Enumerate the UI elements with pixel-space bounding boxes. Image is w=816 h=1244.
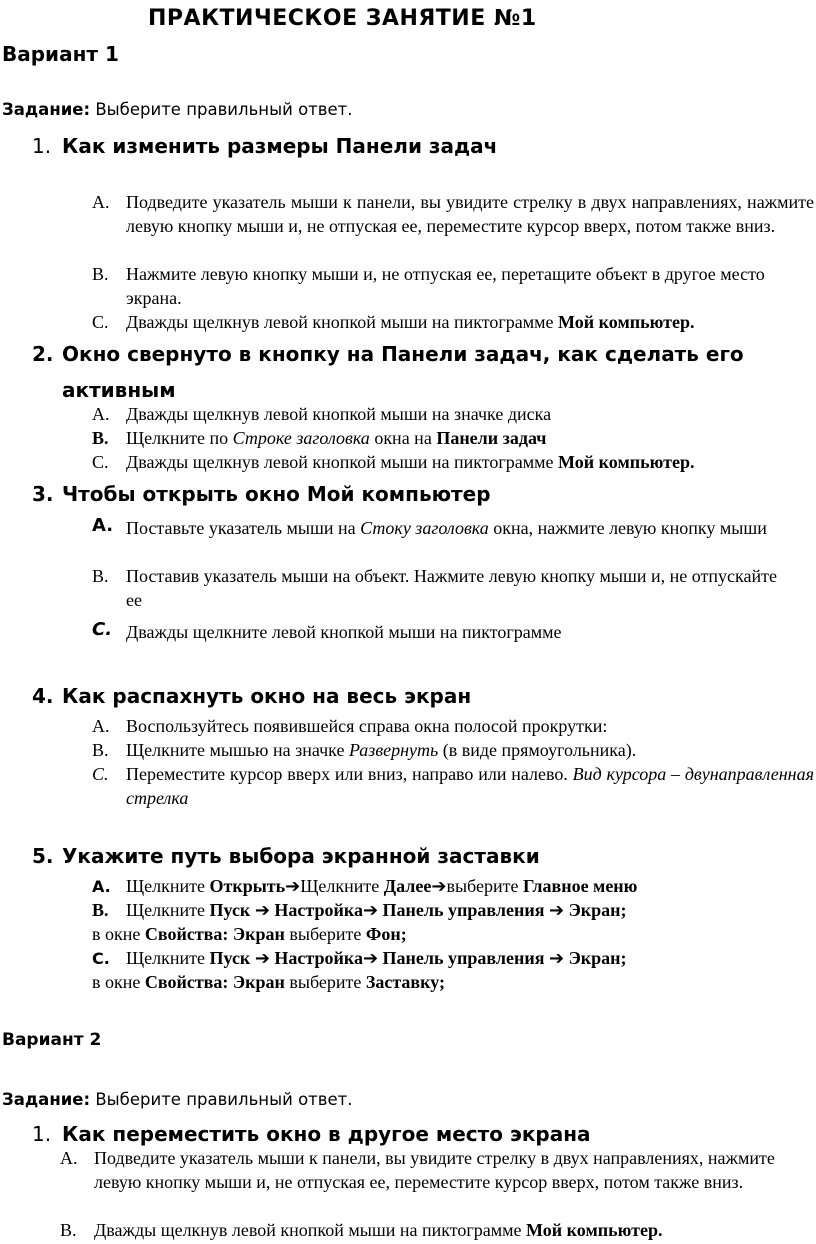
question-text: Чтобы открыть окно Мой компьютер (62, 482, 491, 506)
question-text: Укажите путь выбора экранной заставки (62, 844, 540, 868)
q1-answer-c: C. Дважды щелкнув левой кнопкой мыши на пиктограмме Мой компьютер. (92, 312, 695, 332)
q2-answer-c: C. Дважды щелкнув левой кнопкой мыши на пиктограмме Мой компьютер. (92, 452, 695, 472)
arrow-icon: ➔ (431, 876, 447, 897)
question-text: Как изменить размеры Панели задач (62, 134, 498, 158)
q3-answer-a: A. Поставьте указатель мыши на Стоку заголовка окна, нажмите левую кнопку мыши (92, 515, 767, 538)
question-number: 1. (32, 1122, 52, 1146)
arrow-icon: ➔ (285, 876, 301, 897)
task-text: Выберите правильный ответ. (90, 100, 353, 119)
task-text: Выберите правильный ответ. (90, 1090, 353, 1109)
question-1 (32, 128, 792, 164)
q5-answer-c-line2: в окне Свойства: Экран выберите Заставку; (92, 972, 446, 992)
v2-q1-answer-a: A. Подведите указатель мыши к панели, вы увидите стрелку в двух направлениях, нажмите левую кнопку мыши и, не отпуская ее, переместите курсор вверх, потом также вниз. (60, 1148, 775, 1192)
question-5 (32, 838, 792, 874)
arrow-icon: ➔ (254, 900, 270, 921)
variant-1-heading: Вариант 1 (2, 42, 119, 66)
q1-answer-a: A. Подведите указатель мыши к панели, вы увидите стрелку в двух направлениях, нажмите левую кнопку мыши и, не отпуская ее, переместите курсор вверх, потом также вниз. (92, 192, 814, 236)
question-number: 2. (32, 342, 54, 366)
arrow-icon: ➔ (548, 948, 565, 969)
task-line-2 (2, 1090, 353, 1109)
question-text: Окно свернуто в кнопку на Панели задач, как сделать его активным (62, 342, 744, 402)
arrow-icon: ➔ (254, 948, 270, 969)
question-text: Как распахнуть окно на весь экран (62, 684, 472, 708)
page-title: ПРАКТИЧЕСКОЕ ЗАНЯТИЕ №1 (148, 6, 537, 31)
question-4 (32, 678, 792, 714)
q5-answer-b: B. Щелкните Пуск ➔ Настройка➔ Панель управления ➔ Экран; (92, 900, 627, 921)
q5-answer-b-line2: в окне Свойства: Экран выберите Фон; (92, 924, 407, 944)
q3-answer-c: C. Дважды щелкните левой кнопкой мыши на пиктограмме (92, 619, 562, 642)
q4-answer-b: B. Щелкните мышью на значке Развернуть (в виде прямоугольника). (92, 740, 637, 760)
task-line-1 (2, 100, 353, 119)
q2-answer-a: A. Дважды щелкнув левой кнопкой мыши на значке диска (92, 404, 552, 424)
question-3 (32, 476, 792, 512)
task-label: Задание: (2, 1090, 91, 1109)
arrow-icon: ➔ (362, 948, 379, 969)
q2-answer-b: B. Щелкните по Строке заголовка окна на Панели задач (92, 428, 547, 448)
task-label: Задание: (2, 100, 91, 119)
v2-q1-answer-b: B. Дважды щелкнув левой кнопкой мыши на пиктограмме Мой компьютер. (60, 1220, 663, 1240)
q1-answer-b: B. Нажмите левую кнопку мыши и, не отпуская ее, перетащите объект в другое место экрана. (92, 264, 765, 308)
q5-answer-a: A. Щелкните Открыть➔Щелкните Далее➔выберите Главное меню (92, 876, 638, 897)
question-number: 3. (32, 482, 54, 506)
q4-answer-c: C. Переместите курсор вверх или вниз, направо или налево. Вид курсора – двунаправленная стрелка (92, 764, 814, 808)
question-text: Как переместить окно в другое место экрана (62, 1122, 591, 1146)
q5-answer-c: C. Щелкните Пуск ➔ Настройка➔ Панель управления ➔ Экран; (92, 948, 627, 969)
q3-answer-b: B. Поставив указатель мыши на объект. Нажмите левую кнопку мыши и, не отпускайте ее (92, 566, 777, 610)
arrow-icon: ➔ (362, 900, 379, 921)
question-2 (32, 336, 792, 408)
question-number: 1. (32, 134, 52, 158)
variant-2-heading: Вариант 2 (2, 1030, 102, 1050)
q4-answer-a: A. Воспользуйтесь появившейся справа окна полосой прокрутки: (92, 716, 608, 736)
question-number: 4. (32, 684, 54, 708)
question-number: 5. (32, 844, 54, 868)
arrow-icon: ➔ (548, 900, 565, 921)
